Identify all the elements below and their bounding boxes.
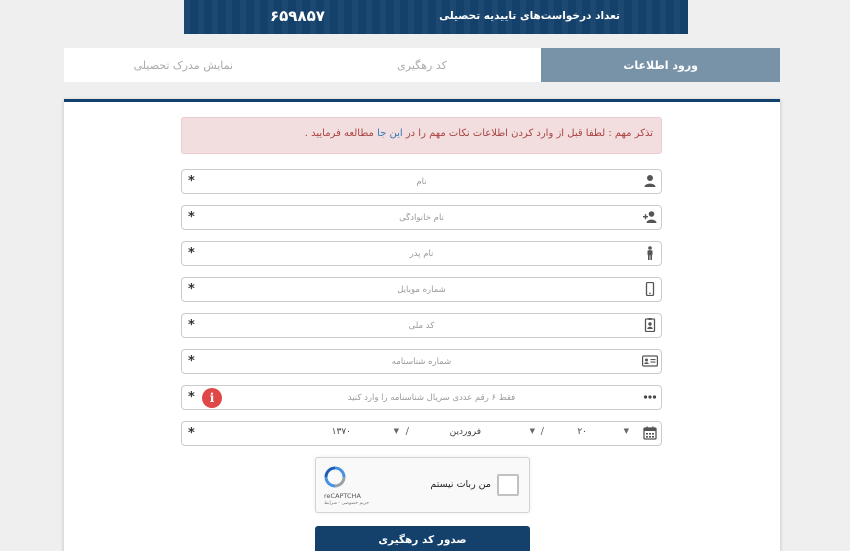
required-mark: * xyxy=(188,174,195,189)
issue-tracking-code-button[interactable]: صدور کد رهگیری xyxy=(315,526,530,551)
person-icon xyxy=(643,246,657,260)
national-code-input[interactable] xyxy=(206,316,637,335)
alert-link[interactable]: این جا xyxy=(377,128,403,139)
recaptcha-brand: reCAPTCHA xyxy=(324,492,361,500)
month-select[interactable]: فروردین xyxy=(449,427,481,437)
date-separator: / xyxy=(540,426,544,437)
alert-suffix: مطالعه فرمایید . xyxy=(304,128,378,139)
recaptcha-checkbox[interactable] xyxy=(497,474,519,496)
birth-date-field xyxy=(181,421,662,446)
banner-count: ۶۵۹۸۵۷ xyxy=(270,7,325,25)
required-mark: * xyxy=(188,354,195,369)
day-select[interactable]: ۲۰ xyxy=(577,427,587,437)
year-caret-icon[interactable]: ▼ xyxy=(393,427,399,435)
recaptcha-terms[interactable]: حریم خصوصی - شرایط xyxy=(324,501,370,506)
national-code-field xyxy=(181,313,662,338)
calendar-icon xyxy=(643,426,657,440)
first-name-field xyxy=(181,169,662,194)
month-caret-icon[interactable]: ▼ xyxy=(529,427,535,435)
required-mark: * xyxy=(188,390,195,405)
tab-tracking-code[interactable]: کد رهگیری xyxy=(303,48,542,82)
first-name-input[interactable] xyxy=(206,172,637,191)
last-name-field xyxy=(181,205,662,230)
tab-bar xyxy=(64,48,780,82)
recaptcha-label: من ربات نیستم xyxy=(430,479,491,490)
day-caret-icon[interactable]: ▼ xyxy=(623,427,629,435)
dots-icon xyxy=(643,390,657,404)
tab-data-entry[interactable]: ورود اطلاعات xyxy=(541,48,780,82)
father-name-field xyxy=(181,241,662,266)
required-mark: * xyxy=(188,426,195,441)
date-separator: / xyxy=(405,426,409,437)
birth-date-selects xyxy=(206,422,637,445)
id-card-icon xyxy=(642,354,658,368)
required-mark: * xyxy=(188,246,195,261)
last-name-input[interactable] xyxy=(206,208,637,227)
serial-input[interactable] xyxy=(226,388,637,407)
serial-field xyxy=(181,385,662,410)
info-icon[interactable]: i xyxy=(202,388,222,408)
notice-alert xyxy=(181,117,662,154)
user-icon xyxy=(643,174,657,188)
alert-prefix: تذکر مهم : لطفا قبل از وارد کردن اطلاعات نکات مهم را در xyxy=(402,128,653,139)
id-badge-icon xyxy=(643,318,657,332)
required-mark: * xyxy=(188,282,195,297)
banner-label: تعداد درخواست‌های تاییدیه تحصیلی xyxy=(439,10,620,22)
mobile-field xyxy=(181,277,662,302)
recaptcha-logo-icon xyxy=(324,466,346,488)
user-plus-icon xyxy=(643,210,657,224)
father-name-input[interactable] xyxy=(206,244,637,263)
recaptcha-widget xyxy=(315,457,530,513)
stats-banner xyxy=(184,0,688,34)
mobile-icon xyxy=(643,282,657,296)
year-select[interactable]: ۱۳۷۰ xyxy=(331,427,351,437)
required-mark: * xyxy=(188,210,195,225)
id-number-field xyxy=(181,349,662,374)
mobile-input[interactable] xyxy=(206,280,637,299)
form-panel xyxy=(64,99,780,551)
required-mark: * xyxy=(188,318,195,333)
id-number-input[interactable] xyxy=(206,352,637,371)
tab-show-certificate[interactable]: نمایش مدرک تحصیلی xyxy=(64,48,303,82)
